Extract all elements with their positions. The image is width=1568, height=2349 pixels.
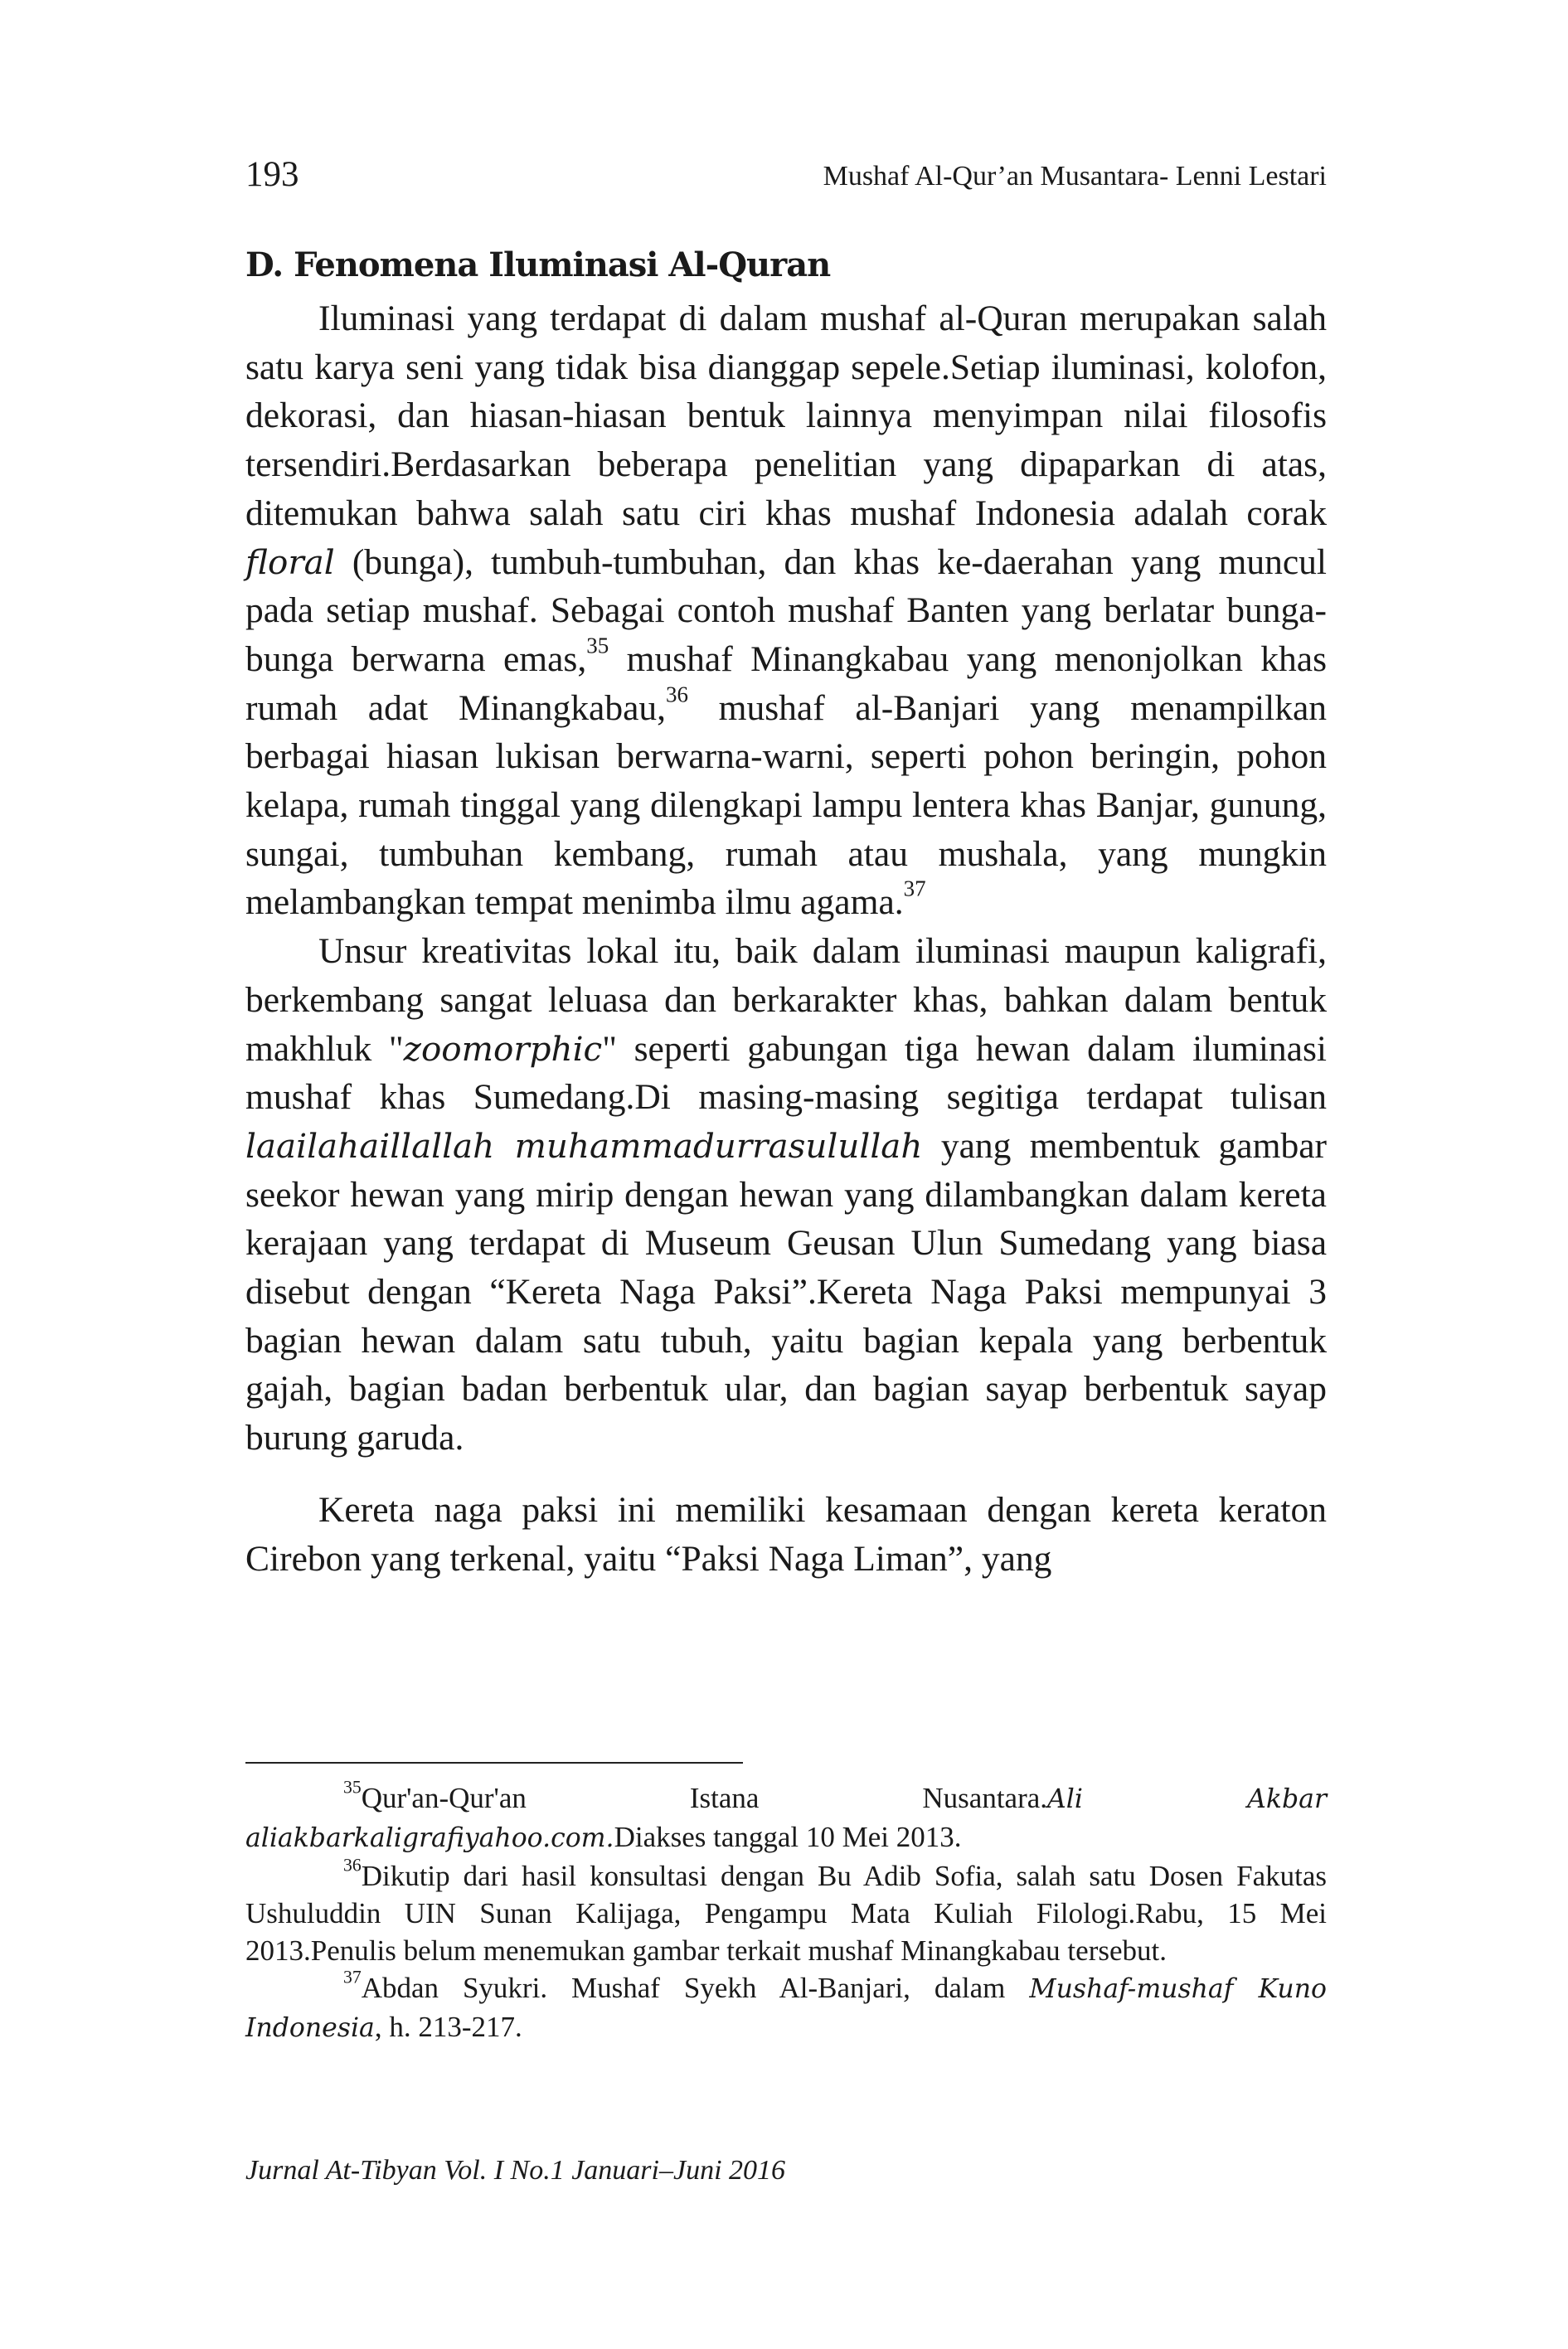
footnote-number: 36 [343,1855,362,1876]
footnote-ref-37[interactable]: 37 [903,876,926,901]
journal-footer: Jurnal At-Tibyan Vol. I No.1 Januari–Juni 2016 [245,2155,786,2186]
footnote-text: Qur'an-Qur'an Istana Nusantara. [361,1782,1048,1814]
footnote-number: 35 [343,1777,362,1798]
footnote-ref-35[interactable]: 35 [586,633,609,658]
section-heading: D. Fenomena Iluminasi Al-Quran [245,245,831,284]
text-run: " seperti gabungan tiga hewan dalam iluminasi mushaf khas Sumedang.Di masing-masing segitiga terdapat tulisan [245,1028,1327,1118]
running-title: Mushaf Al-Qur’an Musantara- Lenni Lestari [823,161,1327,192]
text-run: mushaf al-Banjari yang menampilkan berbagai hiasan lukisan berwarna-warni, seperti pohon beringin, pohon kelapa, rumah tinggal yang dilengkapi lampu lentera khas Banjar, gunung, sungai, tumbuhan kembang, rumah atau mushala, yang mungkin melambangkan tempat menimba ilmu agama. [245,687,1328,923]
body-text [245,294,1327,1583]
paragraph-2 [245,927,1327,1463]
footnote-number: 37 [343,1967,362,1987]
footnote-text: , h. 213-217. [374,2011,522,2043]
footnote-italic: Mushaf-mushaf Kuno Indonesia [245,1974,1327,2043]
footnote-ref-36[interactable]: 36 [666,682,688,707]
footnote-text: Dikutip dari hasil konsultasi dengan Bu Adib Sofia, salah satu Dosen Fakutas Ushuluddin UIN Sunan Kalijaga, Pengampu Mata Kuliah Filologi.Rabu, 15 Mei 2013.Penulis belum menemukan gambar terkait mushaf Minangkabau tersebut. [245,1860,1327,1967]
text-run: Unsur kreativitas lokal itu, baik dalam iluminasi maupun kaligrafi, berkembang sangat leluasa dan berkarakter khas, bahkan dalam bentuk makhluk " [245,931,1327,1069]
footnote-divider [245,1762,743,1764]
footnote-36 [245,1857,1327,1969]
footnote-text: Abdan Syukri. Mushaf Syekh Al-Banjari, dalam [361,1972,1030,2004]
footnote-37 [245,1969,1327,2047]
footnote-italic: Ali Akbar aliakbarkaligrafiyahoo.com. [245,1784,1327,1853]
italic-term: floral [245,541,335,582]
page-number: 193 [245,155,299,194]
text-run: Kereta naga paksi ini memiliki kesamaan dengan kereta keraton Cirebon yang terkenal, yaitu “Paksi Naga Liman”, yang [245,1489,1327,1579]
paragraph-1 [245,294,1327,927]
text-run: yang membentuk gambar seekor hewan yang mirip dengan hewan yang dilambangkan dalam kereta kerajaan yang terdapat di Museum Geusan Ulun Sumedang yang biasa disebut dengan “Kereta Naga Paksi”.Kereta Naga Paksi mempunyai 3 bagian hewan dalam satu tubuh, yaitu bagian kepala yang berbentuk gajah, bagian badan berbentuk ular, dan bagian sayap berbentuk sayap burung garuda. [245,1125,1327,1458]
italic-term: laailahaillallah muhammadurrasulullah [245,1125,923,1166]
footnotes [245,1779,1327,2047]
italic-term: zoomorphic [403,1028,603,1069]
text-run: mushaf Minangkabau yang menonjolkan khas rumah adat Minangkabau, [245,638,1327,728]
text-run: Iluminasi yang terdapat di dalam mushaf al-Quran merupakan salah satu karya seni yang tidak bisa dianggap sepele.Setiap iluminasi, kolofon, dekorasi, dan hiasan-hiasan bentuk lainnya menyimpan nilai filosofis tersendiri.Berdasarkan beberapa penelitian yang dipaparkan di atas, ditemukan bahwa salah satu ciri khas mushaf Indonesia adalah corak [245,298,1327,533]
text-run: (bunga), tumbuh-tumbuhan, dan khas ke-daerahan yang muncul pada setiap mushaf. Sebagai contoh mushaf Banten yang berlatar bunga-bunga berwarna emas, [245,541,1327,679]
page-header [245,154,1327,204]
paragraph-3 [245,1486,1327,1583]
footnote-35 [245,1779,1327,1857]
footnote-text: Diakses tanggal 10 Mei 2013. [614,1821,962,1853]
